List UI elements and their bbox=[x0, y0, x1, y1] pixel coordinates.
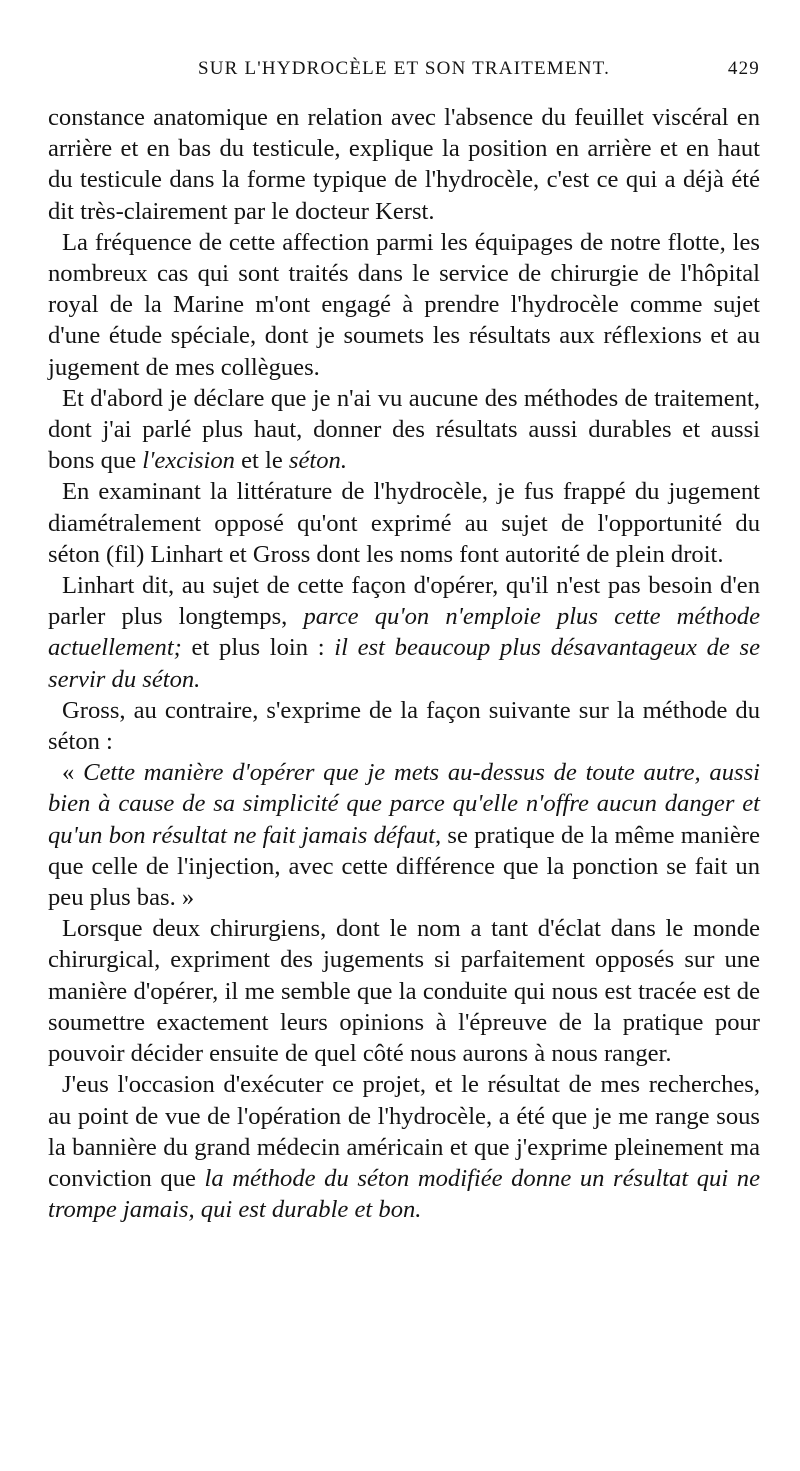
italic-run: la méthode du séton modifiée donne un résultat qui ne trompe jamais, qui est durable et bon. bbox=[48, 1164, 760, 1224]
paragraph bbox=[48, 695, 760, 757]
text-run: Lorsque deux chirurgiens, dont le nom a tant d'éclat dans le monde chirurgical, expriment des jugements si parfaitement opposés sur une manière d'opérer, il me semble que la conduite qui nous est tracée est de soumettre exactement leurs opinions à l'épreuve de la pratique pour pouvoir décider ensuite de quel côté nous aurons à nous ranger. bbox=[48, 915, 760, 1068]
italic-run: l'excision bbox=[142, 447, 235, 475]
paragraph bbox=[48, 570, 760, 695]
italic-run: il est beaucoup plus désavantageux de se servir du séton. bbox=[48, 634, 760, 693]
text-run: Et d'abord je déclare que je n'ai vu aucune des méthodes de traitement, dont j'ai parlé plus haut, donner des résultats aussi durables et aussi bons que bbox=[48, 384, 760, 475]
text-run: et plus loin : bbox=[181, 634, 335, 662]
page-number: 429 bbox=[727, 58, 760, 79]
text-run: constance anatomique en relation avec l'absence du feuillet viscéral en arrière et en bas du testicule, explique la position en arrière et en haut du testicule dans la forme typique de l'hydrocèle, c'est ce qui a déjà été dit très-clairement par le docteur Kerst. bbox=[48, 104, 760, 225]
italic-run: séton. bbox=[288, 447, 347, 475]
running-title: SUR L'HYDROCÈLE ET SON TRAITEMENT. bbox=[197, 58, 611, 79]
text-run: La fréquence de cette affection parmi les équipages de notre flotte, les nombreux cas qui sont traités dans le service de chirurgie de l'hôpital royal de la Marine m'ont engagé à prendre l'hydrocèle comme sujet d'une étude spéciale, dont je soumets les résultats aux réflexions et au jugement de mes collègues. bbox=[48, 228, 760, 381]
quote-paragraph bbox=[48, 757, 760, 913]
italic-run: Cette manière d'opérer que je mets au-dessus de toute autre, aussi bien à cause de sa simplicité que parce qu'elle n'offre aucun danger et qu'un bon résultat ne fait jamais défaut, bbox=[48, 759, 760, 849]
text-run: et le bbox=[234, 447, 289, 475]
page-header bbox=[48, 58, 760, 88]
paragraph bbox=[48, 383, 760, 477]
text-run: Linhart dit, au sujet de cette façon d'opérer, qu'il n'est pas besoin d'en parler plus longtemps, bbox=[48, 572, 760, 631]
paragraph bbox=[48, 227, 760, 383]
text-run: « bbox=[62, 759, 84, 787]
text-run: se pratique de la même manière que celle de l'injection, avec cette différence que la ponction se fait un peu plus bas. » bbox=[48, 821, 760, 912]
italic-run: parce qu'on n'emploie plus cette méthode actuellement; bbox=[48, 603, 760, 662]
text-run: J'eus l'occasion d'exécuter ce projet, et le résultat de mes recherches, au point de vue de l'opération de l'hydrocèle, a été que je me range sous la bannière du grand médecin américain et que j'exprime pleinement ma conviction que bbox=[48, 1071, 760, 1192]
text-run: En examinant la littérature de l'hydrocèle, je fus frappé du jugement diamétralement opposé qu'ont exprimé au sujet de l'opportunité du séton (fil) Linhart et Gross dont les noms font autorité de plein droit. bbox=[48, 478, 760, 568]
paragraph bbox=[48, 476, 760, 570]
body-text bbox=[48, 102, 760, 1225]
paragraph bbox=[48, 102, 760, 227]
paragraph bbox=[48, 913, 760, 1069]
paragraph bbox=[48, 1069, 760, 1225]
text-run: Gross, au contraire, s'exprime de la façon suivante sur la méthode du séton : bbox=[48, 696, 760, 756]
